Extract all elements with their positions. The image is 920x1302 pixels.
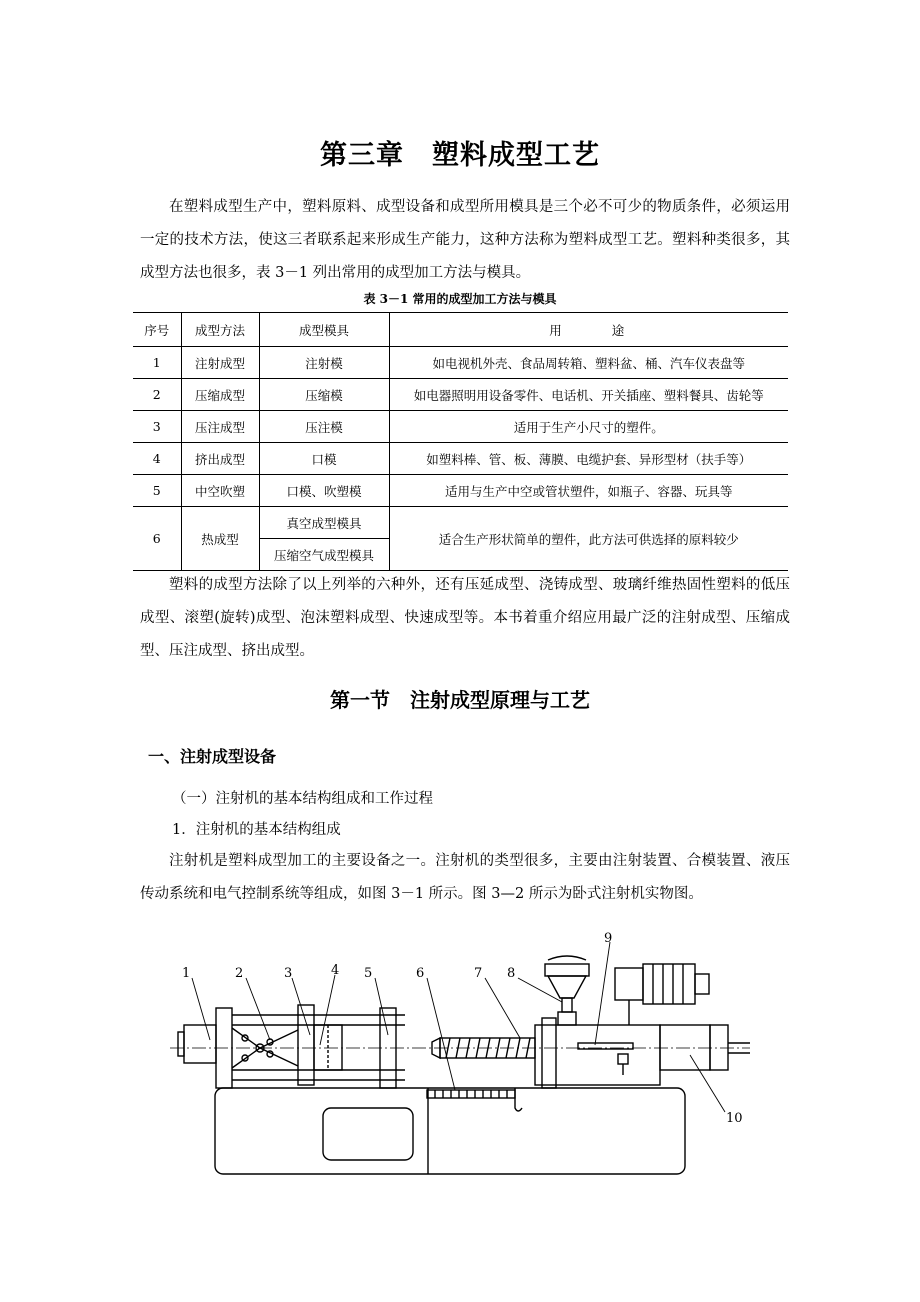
header-mold: 成型模具 (259, 313, 389, 347)
methods-table (133, 312, 788, 571)
cell-no: 2 (133, 379, 181, 411)
cell-mold-compressed-air: 压缩空气成型模具 (259, 539, 389, 571)
figure-label: 2 (235, 966, 244, 981)
machine-bed (215, 1088, 685, 1174)
header-use: 用途 (389, 313, 788, 347)
cell-use: 适用于生产小尺寸的塑件。 (389, 411, 788, 443)
figure-label: 6 (416, 966, 425, 981)
table-row (133, 411, 788, 443)
subsection-title: 一、注射成型设备 (148, 747, 277, 766)
header-no: 序号 (133, 313, 181, 347)
cell-use: 适用与生产中空或管状塑件，如瓶子、容器、玩具等 (389, 475, 788, 507)
hopper (545, 956, 589, 1025)
cell-mold: 压注模 (259, 411, 389, 443)
table-caption: 表 3－1 常用的成型加工方法与模具 (363, 292, 557, 306)
cell-no: 4 (133, 443, 181, 475)
sub-heading-basic-structure: 1．注射机的基本结构组成 (172, 822, 341, 838)
figure-label: 9 (604, 931, 613, 946)
cell-mold: 压缩模 (259, 379, 389, 411)
body-paragraph: 注射机是塑料成型加工的主要设备之一。注射机的类型很多，主要由注射装置、合模装置、液压传动系统和电气控制系统等组成，如图 3－1 所示。图 3—2 所示为卧式注射机实物图。 (140, 853, 790, 902)
cell-no: 3 (133, 411, 181, 443)
cell-use: 如电器照明用设备零件、电话机、开关插座、塑料餐具、齿轮等 (389, 379, 788, 411)
cell-no: 1 (133, 347, 181, 379)
sub-heading-structure-process: （一）注射机的基本结构组成和工作过程 (172, 791, 433, 807)
motor (615, 964, 709, 1025)
cell-method: 挤出成型 (181, 443, 259, 475)
figure-label: 1 (182, 966, 191, 981)
intro-paragraph: 在塑料成型生产中，塑料原料、成型设备和成型所用模具是三个必不可少的物质条件，必须运用一定的技术方法，使这三者联系起来形成生产能力，这种方法称为塑料成型工艺。塑料种类很多，其成型方法也很多，表 3－1 列出常用的成型加工方法与模具。 (140, 199, 790, 281)
figure-label: 7 (474, 966, 483, 981)
table-row (133, 475, 788, 507)
cell-method: 注射成型 (181, 347, 259, 379)
cell-method: 热成型 (181, 507, 259, 571)
chapter-title: 第三章 塑料成型工艺 (320, 140, 600, 171)
cell-use: 适合生产形状简单的塑件，此方法可供选择的原料较少 (389, 507, 788, 571)
cell-use: 如塑料棒、管、板、薄膜、电缆护套、异形型材（扶手等） (389, 443, 788, 475)
moving-platen (298, 1005, 314, 1085)
table-row (133, 379, 788, 411)
figure-label: 3 (284, 966, 293, 981)
leader-lines (192, 942, 725, 1112)
figure-label: 4 (331, 963, 340, 978)
bed-access-panel (323, 1108, 413, 1160)
injection-machine-diagram (170, 930, 770, 1192)
cell-mold: 注射模 (259, 347, 389, 379)
clamp-cylinder (184, 1025, 216, 1063)
table-header-row (133, 313, 788, 347)
figure-label: 8 (507, 966, 516, 981)
after-table-paragraph: 塑料的成型方法除了以上列举的六种外，还有压延成型、浇铸成型、玻璃纤维热固性塑料的低压成型、滚塑(旋转)成型、泡沫塑料成型、快速成型等。本书着重介绍应用最广泛的注射成型、压缩成型、压注成型、挤出成型。 (140, 577, 790, 659)
cell-method: 中空吹塑 (181, 475, 259, 507)
injection-housing (535, 1025, 660, 1085)
cell-mold: 口模 (259, 443, 389, 475)
cell-no: 5 (133, 475, 181, 507)
cell-method: 压缩成型 (181, 379, 259, 411)
injection-cylinder (660, 1025, 710, 1070)
header-method: 成型方法 (181, 313, 259, 347)
figure-label: 10 (726, 1111, 743, 1126)
base-slot (427, 1090, 515, 1098)
figure-label: 5 (364, 966, 373, 981)
cell-method: 压注成型 (181, 411, 259, 443)
section-title: 第一节 注射成型原理与工艺 (330, 688, 590, 712)
cell-no: 6 (133, 507, 181, 571)
table-row (133, 347, 788, 379)
table-row (133, 507, 788, 539)
table-row (133, 443, 788, 475)
screw (440, 1038, 535, 1058)
cell-use: 如电视机外壳、食品周转箱、塑料盆、桶、汽车仪表盘等 (389, 347, 788, 379)
cell-mold: 口模、吹塑模 (259, 475, 389, 507)
cell-mold-vacuum: 真空成型模具 (259, 507, 389, 539)
